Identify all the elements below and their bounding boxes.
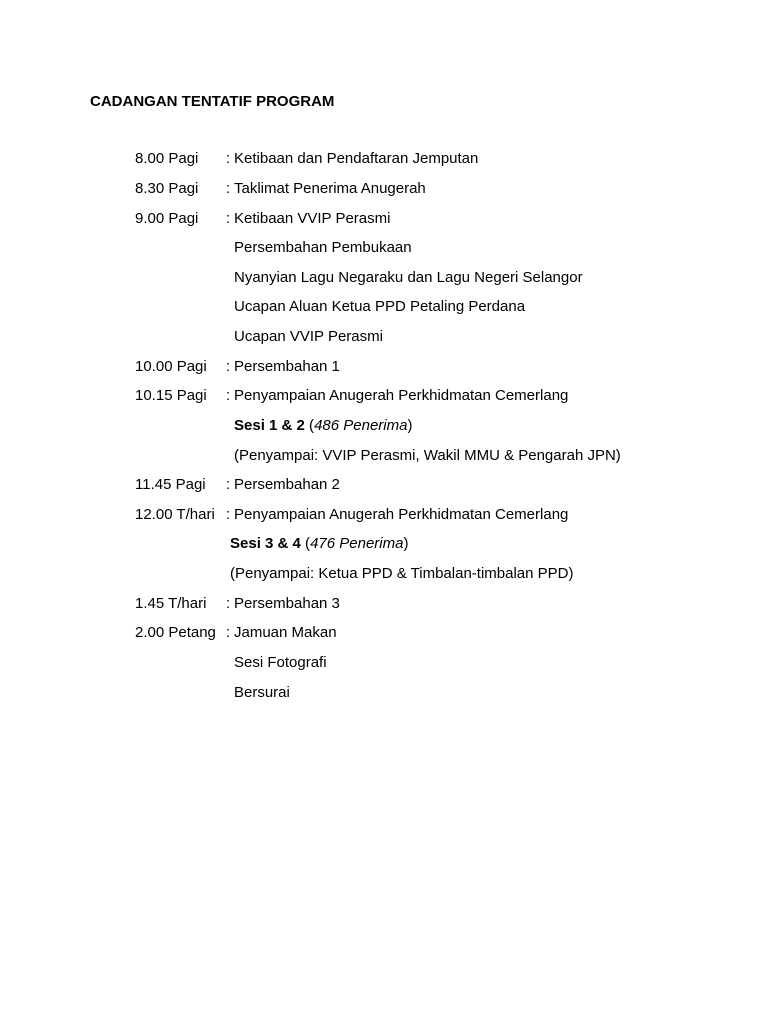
paren-open: ( <box>300 535 311 552</box>
schedule-time: 8.30 Pagi <box>135 180 199 197</box>
schedule-colon: : <box>226 150 231 167</box>
schedule-item: Sesi Fotografi <box>234 654 327 671</box>
session-label: Sesi 1 & 2 <box>234 417 305 434</box>
schedule-item: Bersurai <box>234 684 290 701</box>
paren-close: ) <box>407 417 413 434</box>
schedule-item: Persembahan Pembukaan <box>234 239 412 256</box>
schedule-item: (Penyampai: Ketua PPD & Timbalan-timbalan PPD) <box>230 565 574 582</box>
schedule-time: 10.15 Pagi <box>135 387 207 404</box>
schedule-colon: : <box>226 595 231 612</box>
schedule-time: 12.00 T/hari <box>135 506 215 523</box>
schedule-item: Jamuan Makan <box>234 624 337 641</box>
paren-open: ( <box>304 417 315 434</box>
schedule-item: Ketibaan VVIP Perasmi <box>234 210 391 227</box>
schedule-item: Persembahan 3 <box>234 595 340 612</box>
schedule-item: Taklimat Penerima Anugerah <box>234 180 426 197</box>
schedule-time: 10.00 Pagi <box>135 358 207 375</box>
schedule-item: Ucapan VVIP Perasmi <box>234 328 383 345</box>
schedule-colon: : <box>226 387 231 404</box>
schedule-item: Persembahan 2 <box>234 476 340 493</box>
schedule-item: Penyampaian Anugerah Perkhidmatan Cemerlang <box>234 387 569 404</box>
document-title: CADANGAN TENTATIF PROGRAM <box>90 93 335 110</box>
schedule-item: (Penyampai: VVIP Perasmi, Wakil MMU & Pengarah JPN) <box>234 447 621 464</box>
schedule-colon: : <box>226 506 231 523</box>
schedule-colon: : <box>226 476 231 493</box>
session-line <box>230 535 408 553</box>
recipient-count: 476 Penerima <box>310 535 404 552</box>
schedule-time: 1.45 T/hari <box>135 595 207 612</box>
schedule-item: Nyanyian Lagu Negaraku dan Lagu Negeri Selangor <box>234 269 583 286</box>
schedule-colon: : <box>226 624 231 641</box>
schedule-colon: : <box>226 358 231 375</box>
recipient-count: 486 Penerima <box>314 417 408 434</box>
schedule-item: Ketibaan dan Pendaftaran Jemputan <box>234 150 479 167</box>
schedule-time: 8.00 Pagi <box>135 150 199 167</box>
schedule-time: 11.45 Pagi <box>135 476 206 493</box>
schedule-colon: : <box>226 180 231 197</box>
session-label: Sesi 3 & 4 <box>230 535 301 552</box>
schedule-time: 9.00 Pagi <box>135 210 199 227</box>
paren-close: ) <box>403 535 409 552</box>
schedule-item: Persembahan 1 <box>234 358 340 375</box>
session-line <box>234 417 412 435</box>
schedule-item: Ucapan Aluan Ketua PPD Petaling Perdana <box>234 298 526 315</box>
schedule-colon: : <box>226 210 231 227</box>
schedule-item: Penyampaian Anugerah Perkhidmatan Cemerlang <box>234 506 569 523</box>
schedule-time: 2.00 Petang <box>135 624 216 641</box>
